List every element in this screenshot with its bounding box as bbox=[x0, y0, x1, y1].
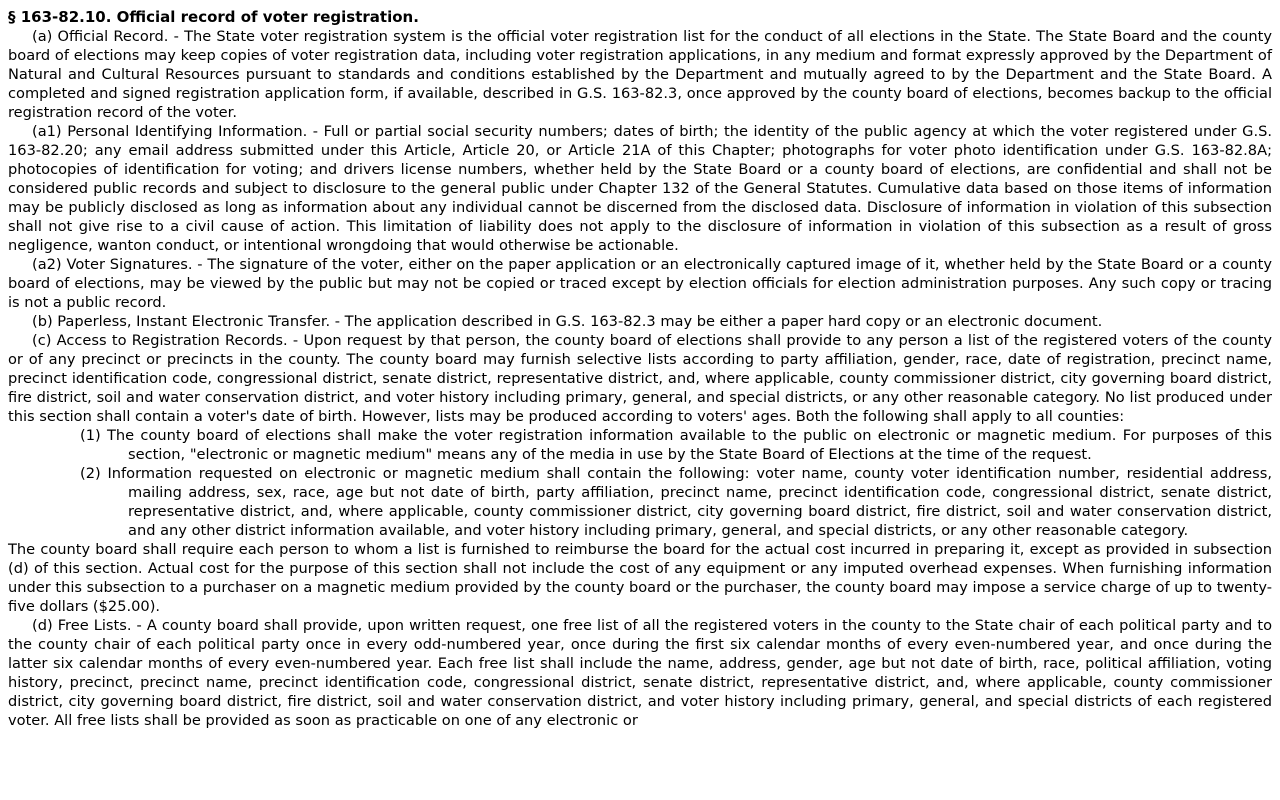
section-title: § 163-82.10. Official record of voter registration. bbox=[8, 8, 419, 26]
statute-document bbox=[8, 8, 1272, 730]
subsection-d: (d) Free Lists. - A county board shall provide, upon written request, one free list of all the registered voters in the county to the State chair of each political party and to the county chair of each political party once in every odd-numbered year, once during the first six calendar months of every even-numbered year, and once during the latter six calendar months of every even-numbered year. Each free list shall include the name, address, gender, age but not date of birth, race, political affiliation, voting history, precinct, precinct name, precinct identification code, congressional district, senate district, representative district, and, where applicable, county commissioner district, city governing board district, fire district, soil and water conservation district, and voter history including primary, general, and special districts of each registered voter. All free lists shall be provided as soon as practicable on one of any electronic or bbox=[8, 617, 1272, 729]
subsection-b: (b) Paperless, Instant Electronic Transfer. - The application described in G.S. 163-82.3 may be either a paper hard copy or an electronic document. bbox=[32, 313, 1103, 330]
subsection-c: (c) Access to Registration Records. - Upon request by that person, the county board of elections shall provide to any person a list of the registered voters of the county or of any precinct or precincts in the county. The county board may furnish selective lists according to party affiliation, gender, race, date of registration, precinct name, precinct identification code, congressional district, senate district, representative district, and, where applicable, county commissioner district, city governing board district, fire district, soil and water conservation district, and voter history including primary, general, and special districts, or any other reasonable category. No list produced under this section shall contain a voter's date of birth. However, lists may be produced according to voters' ages. Both the following shall apply to all counties: bbox=[8, 332, 1272, 425]
subsection-c-item-1: (1) The county board of elections shall make the voter registration information available to the public on electronic or magnetic medium. For purposes of this section, "electronic or magnetic medium" means any of the media in use by the State Board of Elections at the time of the request. bbox=[80, 427, 1272, 463]
subsection-c-item-2: (2) Information requested on electronic or magnetic medium shall contain the following: voter name, county voter identification number, residential address, mailing address, sex, race, age but not date of birth, party affiliation, precinct name, precinct identification code, congressional district, senate district, representative district, and, where applicable, county commissioner district, city governing board district, fire district, soil and water conservation district, and any other district information available, and voter history including primary, general, and special districts, or any other reasonable category. bbox=[80, 465, 1272, 539]
subsection-c-cost-paragraph: The county board shall require each person to whom a list is furnished to reimburse the board for the actual cost incurred in preparing it, except as provided in subsection (d) of this section. Actual cost for the purpose of this section shall not include the cost of any equipment or any imputed overhead expenses. When furnishing information under this subsection to a purchaser on a magnetic medium provided by the county board or the purchaser, the county board may impose a service charge of up to twenty-five dollars ($25.00). bbox=[8, 541, 1272, 615]
subsection-a: (a) Official Record. - The State voter registration system is the official voter registration list for the conduct of all elections in the State. The State Board and the county board of elections may keep copies of voter registration data, including voter registration applications, in any medium and format expressly approved by the Department of Natural and Cultural Resources pursuant to standards and conditions established by the Department and mutually agreed to by the Department and the State Board. A completed and signed registration application form, if available, described in G.S. 163-82.3, once approved by the county board of elections, becomes backup to the official registration record of the voter. bbox=[8, 28, 1272, 121]
subsection-a2: (a2) Voter Signatures. - The signature of the voter, either on the paper application or an electronically captured image of it, whether held by the State Board or a county board of elections, may be viewed by the public but may not be copied or traced except by election officials for election administration purposes. Any such copy or tracing is not a public record. bbox=[8, 256, 1272, 311]
subsection-a1: (a1) Personal Identifying Information. - Full or partial social security numbers; dates of birth; the identity of the public agency at which the voter registered under G.S. 163-82.20; any email address submitted under this Article, Article 20, or Article 21A of this Chapter; photographs for voter photo identification under G.S. 163-82.8A; photocopies of identification for voting; and drivers license numbers, whether held by the State Board or a county board of elections, are confidential and shall not be considered public records and subject to disclosure to the general public under Chapter 132 of the General Statutes. Cumulative data based on those items of information may be publicly disclosed as long as information about any individual cannot be discerned from the disclosed data. Disclosure of information in violation of this subsection shall not give rise to a civil cause of action. This limitation of liability does not apply to the disclosure of information in violation of this subsection as a result of gross negligence, wanton conduct, or intentional wrongdoing that would otherwise be actionable. bbox=[8, 123, 1272, 254]
